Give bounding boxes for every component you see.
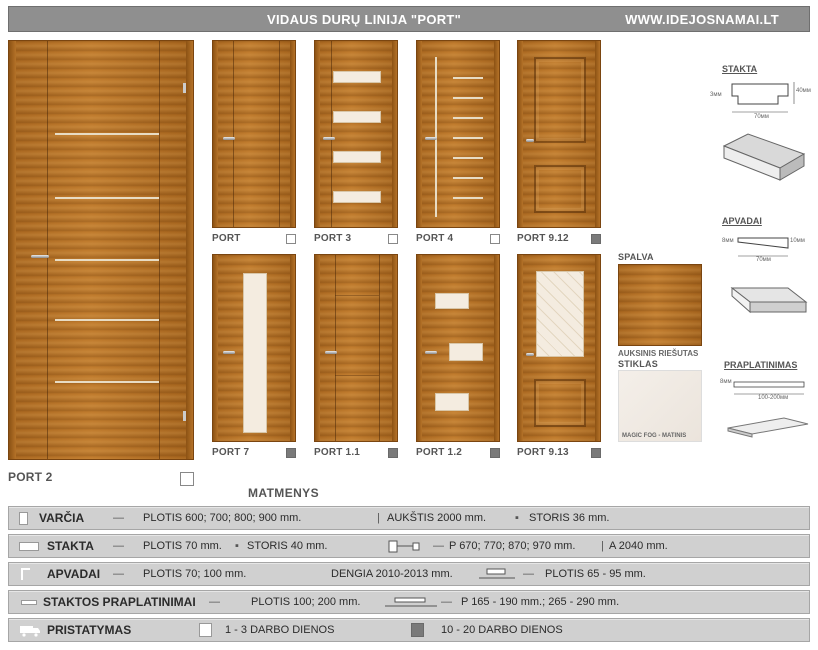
header-bar <box>8 6 810 32</box>
spec-value: STORIS 40 mm. <box>247 540 328 552</box>
door-port-9-12-image[interactable] <box>517 40 601 228</box>
apvadai-section-title: APVADAI <box>722 216 762 226</box>
apvadai-profile-icon <box>722 228 810 266</box>
praplatinimas-title: PRAPLATINIMAS <box>724 360 798 370</box>
apvadai-3d-icon <box>728 282 810 318</box>
praplatinimas-dim-width: 100-200мм <box>758 395 789 401</box>
door-label-port-7: PORT 7 <box>212 447 250 458</box>
handle-icon <box>31 255 49 258</box>
stakta-section-title: STAKTA <box>722 64 758 74</box>
extension-icon <box>21 600 37 605</box>
spec-name: STAKTA <box>47 539 94 553</box>
spec-value: P 165 - 190 mm.; 265 - 290 mm. <box>461 596 620 608</box>
spec-row-apvadai: APVADAI — PLOTIS 70; 100 mm. DENGIA 2010-2013 mm. — PLOTIS 65 - 95 mm. <box>8 562 810 586</box>
door-label-port: PORT <box>212 233 241 244</box>
trim-cover-icon <box>477 568 517 581</box>
door-port-2-image[interactable] <box>8 40 194 460</box>
spec-value: 1 - 3 DARBO DIENOS <box>225 624 335 636</box>
spec-row-stakta: STAKTA — PLOTIS 70 mm. ▪ STORIS 40 mm. — P 670; 770; 870; 970 mm. | A 2040 mm. <box>8 534 810 558</box>
stiklas-title: STIKLAS <box>618 359 658 369</box>
fast-delivery-marker <box>199 623 212 637</box>
spec-row-varcia: VARČIA — PLOTIS 600; 700; 800; 900 mm. | AUKŠTIS 2000 mm. ▪ STORIS 36 mm. <box>8 506 810 530</box>
wood-color-swatch[interactable] <box>618 264 702 346</box>
stakta-3d-icon <box>718 128 808 182</box>
spec-row-pristatymas <box>8 618 810 642</box>
spec-value: PLOTIS 70 mm. <box>143 540 222 552</box>
spalva-title: SPALVA <box>618 252 654 262</box>
availability-marker-slow <box>388 448 398 458</box>
extension-width-icon <box>383 596 439 609</box>
door-port-1-2-image[interactable] <box>416 254 500 442</box>
availability-marker-slow <box>591 234 601 244</box>
availability-marker-slow <box>286 448 296 458</box>
door-label-port-1-2: PORT 1.2 <box>416 447 463 458</box>
availability-marker-fast <box>180 472 194 486</box>
spec-value: PLOTIS 100; 200 mm. <box>251 596 361 608</box>
availability-marker-slow <box>490 448 500 458</box>
door-label-port-1-1: PORT 1.1 <box>314 447 361 458</box>
spec-value: 10 - 20 DARBO DIENOS <box>441 624 563 636</box>
delivery-truck-icon <box>19 624 41 637</box>
spec-value: STORIS 36 mm. <box>529 512 610 524</box>
spec-value: PLOTIS 70; 100 mm. <box>143 568 247 580</box>
availability-marker-fast <box>286 234 296 244</box>
slow-delivery-marker <box>411 623 424 637</box>
door-label-port-3: PORT 3 <box>314 233 352 244</box>
door-port-3-image[interactable] <box>314 40 398 228</box>
spec-value: PLOTIS 600; 700; 800; 900 mm. <box>143 512 302 524</box>
door-label-port-4: PORT 4 <box>416 233 454 244</box>
spec-name: STAKTOS PRAPLATINIMAI <box>43 595 196 609</box>
stakta-profile-icon <box>708 74 810 124</box>
apvadai-dim-8: 8мм <box>722 238 734 244</box>
door-label-port-2: PORT 2 <box>8 470 53 484</box>
spec-name: APVADAI <box>47 567 101 581</box>
website-link[interactable]: WWW.IDEJOSNAMAI.LT <box>625 12 779 27</box>
frame-width-icon <box>387 540 421 553</box>
spec-value: A 2040 mm. <box>609 540 668 552</box>
page-title: VIDAUS DURŲ LINIJA "PORT" <box>267 12 462 27</box>
stakta-dim-40: 40мм <box>796 88 811 94</box>
matmenys-title: MATMENYS <box>248 486 319 500</box>
frame-icon <box>19 542 39 551</box>
spec-name: PRISTATYMAS <box>47 623 132 637</box>
availability-marker-slow <box>591 448 601 458</box>
spec-name: VARČIA <box>39 511 85 525</box>
door-port-1-1-image[interactable] <box>314 254 398 442</box>
spec-value: PLOTIS 65 - 95 mm. <box>545 568 646 580</box>
door-label-port-9-13: PORT 9.13 <box>517 447 569 458</box>
spec-row-praplatinimai: STAKTOS PRAPLATINIMAI — PLOTIS 100; 200 mm. — P 165 - 190 mm.; 265 - 290 mm. <box>8 590 810 614</box>
door-port-7-image[interactable] <box>212 254 296 442</box>
apvadai-dim-10: 10мм <box>790 238 805 244</box>
praplatinimas-3d-icon <box>724 412 810 442</box>
spalva-name: AUKSINIS RIEŠUTAS <box>618 349 699 358</box>
door-leaf-icon <box>19 512 28 525</box>
praplatinimas-dim-8: 8мм <box>720 379 732 385</box>
stiklas-name: MAGIC FOG - MATINIS <box>622 433 687 439</box>
stakta-dim-70: 70мм <box>754 114 769 120</box>
availability-marker-fast <box>490 234 500 244</box>
door-label-port-9-12: PORT 9.12 <box>517 233 569 244</box>
spec-value: AUKŠTIS 2000 mm. <box>387 512 487 524</box>
praplatinimas-profile-icon <box>720 374 810 404</box>
spec-value: P 670; 770; 870; 970 mm. <box>449 540 576 552</box>
trim-icon <box>21 568 31 581</box>
door-port-4-image[interactable] <box>416 40 500 228</box>
glass-swatch[interactable] <box>618 370 702 442</box>
stakta-dim-3: 3мм <box>710 92 722 98</box>
apvadai-dim-70: 70мм <box>756 257 771 263</box>
availability-marker-fast <box>388 234 398 244</box>
door-port-9-13-image[interactable] <box>517 254 601 442</box>
door-port-image[interactable] <box>212 40 296 228</box>
spec-value: DENGIA 2010-2013 mm. <box>331 568 453 580</box>
